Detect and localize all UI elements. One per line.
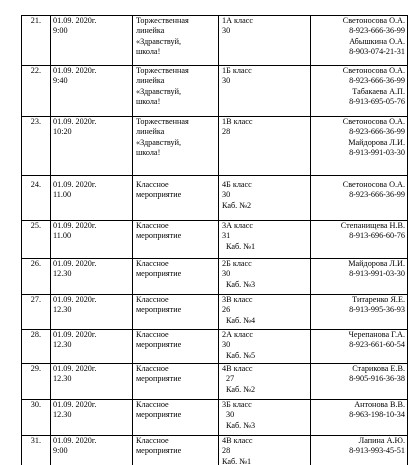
date-text: 01.09. 2020г. <box>53 400 97 409</box>
class-cell <box>219 295 311 329</box>
row-number: 26. <box>22 259 51 294</box>
class-name: 4В класс <box>222 436 253 445</box>
class-name: 4В класс <box>222 364 253 373</box>
room-number: Каб. №3 <box>226 420 256 430</box>
class-count: 27 <box>226 374 235 384</box>
class-cell <box>219 16 311 65</box>
event-line: мероприятие <box>136 190 182 200</box>
event-line: Классное <box>136 400 169 409</box>
row-number: 21. <box>22 16 51 65</box>
class-count: 26 <box>222 305 231 315</box>
responsible-phone: 8-913-696-60-76 <box>349 231 405 241</box>
time-text: 9:40 <box>53 76 68 86</box>
class-count: 28 <box>222 446 231 456</box>
responsible-cell <box>311 259 407 294</box>
event-cell <box>133 16 219 65</box>
event-cell <box>133 400 219 435</box>
event-line: линейка <box>136 76 165 86</box>
date-cell <box>51 259 133 294</box>
event-line: Торжественная <box>136 66 189 75</box>
event-line: Классное <box>136 364 169 373</box>
class-count: 28 <box>222 127 231 137</box>
class-name: 1Б класс <box>222 66 252 75</box>
event-cell <box>133 436 219 465</box>
responsible-name: Светоносова О.А. <box>342 16 405 25</box>
row-number: 31. <box>22 436 51 465</box>
room-number: Каб. №3 <box>226 279 256 289</box>
responsible-name: Степанищева Н.В. <box>340 221 405 230</box>
event-line: мероприятие <box>136 269 182 279</box>
class-cell <box>219 117 311 175</box>
time-text: 12.30 <box>53 340 72 350</box>
event-line: мероприятие <box>136 340 182 350</box>
row-number: 23. <box>22 117 51 175</box>
event-line: Классное <box>136 436 169 445</box>
table-row <box>22 16 407 66</box>
event-cell <box>133 66 219 116</box>
event-line: Классное <box>136 330 169 339</box>
responsible-cell <box>311 221 407 258</box>
event-line: Классное <box>136 259 169 268</box>
date-cell <box>51 176 133 220</box>
event-line: линейка <box>136 127 165 137</box>
responsible-name: Абышкина О.А. <box>349 36 405 46</box>
time-text: 12.30 <box>53 410 72 420</box>
date-text: 01.09. 2020г. <box>53 436 97 445</box>
date-cell <box>51 295 133 329</box>
event-cell <box>133 364 219 399</box>
event-line: мероприятие <box>136 231 182 241</box>
date-cell <box>51 66 133 116</box>
event-line: мероприятие <box>136 410 182 420</box>
responsible-name: Титаренко Я.Е. <box>352 295 405 304</box>
responsible-cell <box>311 330 407 363</box>
responsible-cell <box>311 400 407 435</box>
responsible-cell <box>311 117 407 175</box>
date-text: 01.09. 2020г. <box>53 117 97 126</box>
event-line: Классное <box>136 295 169 304</box>
event-line: мероприятие <box>136 446 182 456</box>
class-name: 3Б класс <box>222 400 252 409</box>
responsible-phone: 8-913-993-45-51 <box>349 446 405 456</box>
responsible-name: Майдорова Л.И. <box>348 137 405 147</box>
row-number: 28. <box>22 330 51 363</box>
event-line: Классное <box>136 221 169 230</box>
event-line: «Здравствуй, <box>136 36 182 46</box>
responsible-name: Лапина А.Ю. <box>358 436 405 445</box>
responsible-name: Черепанова Г.А. <box>348 330 405 339</box>
time-text: 11.00 <box>53 231 72 241</box>
class-name: 2Б класс <box>222 259 252 268</box>
table-row <box>22 330 407 364</box>
class-cell <box>219 176 311 220</box>
event-line: Классное <box>136 180 169 189</box>
responsible-phone: 8-923-661-60-54 <box>349 340 405 350</box>
room-number: Каб. №2 <box>222 200 252 210</box>
class-cell <box>219 259 311 294</box>
responsible-phone: 8-923-666-36-99 <box>349 127 405 137</box>
class-cell <box>219 436 311 465</box>
table-row <box>22 221 407 259</box>
event-cell <box>133 221 219 258</box>
class-cell <box>219 330 311 363</box>
date-cell <box>51 117 133 175</box>
date-cell <box>51 364 133 399</box>
responsible-phone: 8-923-666-36-99 <box>349 26 405 36</box>
event-cell <box>133 295 219 329</box>
class-name: 1А класс <box>222 16 254 25</box>
date-cell <box>51 221 133 258</box>
table-row <box>22 66 407 117</box>
class-cell <box>219 364 311 399</box>
class-count: 30 <box>222 269 231 279</box>
table-row <box>22 176 407 221</box>
table-row <box>22 436 407 465</box>
date-cell <box>51 436 133 465</box>
event-line: школа! <box>136 97 161 107</box>
class-cell <box>219 66 311 116</box>
responsible-name: Табакаева А.П. <box>352 86 405 96</box>
date-text: 01.09. 2020г. <box>53 180 97 189</box>
schedule-table <box>21 15 408 465</box>
row-number: 30. <box>22 400 51 435</box>
date-cell <box>51 330 133 363</box>
responsible-cell <box>311 16 407 65</box>
event-cell <box>133 176 219 220</box>
event-line: Торжественная <box>136 16 189 25</box>
room-number: Каб. №4 <box>226 315 256 325</box>
responsible-name: Светоносова О.А. <box>342 180 405 189</box>
class-count: 30 <box>222 26 231 36</box>
responsible-name: Светоносова О.А. <box>342 117 405 126</box>
responsible-phone: 8-913-995-36-93 <box>349 305 405 315</box>
responsible-name: Старикова Е.В. <box>352 364 405 373</box>
date-text: 01.09. 2020г. <box>53 66 97 75</box>
class-count: 30 <box>222 76 231 86</box>
event-cell <box>133 330 219 363</box>
responsible-cell <box>311 364 407 399</box>
responsible-name: Светоносова О.А. <box>342 66 405 75</box>
responsible-phone: 8-913-695-05-76 <box>349 97 405 107</box>
class-count: 30 <box>226 410 235 420</box>
time-text: 12.30 <box>53 269 72 279</box>
room-number: Каб. №2 <box>226 384 256 394</box>
table-row <box>22 259 407 295</box>
time-text: 11.00 <box>53 190 72 200</box>
row-number: 24. <box>22 176 51 220</box>
event-line: «Здравствуй, <box>136 137 182 147</box>
time-text: 10:20 <box>53 127 72 137</box>
date-cell <box>51 400 133 435</box>
event-line: «Здравствуй, <box>136 86 182 96</box>
table-row <box>22 295 407 330</box>
class-count: 30 <box>222 190 231 200</box>
event-line: мероприятие <box>136 374 182 384</box>
responsible-phone: 8-905-916-36-38 <box>349 374 405 384</box>
responsible-phone: 8-903-074-21-31 <box>349 47 405 57</box>
date-cell <box>51 16 133 65</box>
table-row <box>22 117 407 176</box>
time-text: 12.30 <box>53 374 72 384</box>
class-name: 3В класс <box>222 295 253 304</box>
date-text: 01.09. 2020г. <box>53 330 97 339</box>
responsible-cell <box>311 436 407 465</box>
row-number: 25. <box>22 221 51 258</box>
time-text: 9:00 <box>53 26 68 36</box>
event-line: мероприятие <box>136 305 182 315</box>
room-number: Каб. №1 <box>222 456 252 465</box>
responsible-phone: 8-923-666-36-99 <box>349 76 405 86</box>
class-cell <box>219 400 311 435</box>
class-name: 3А класс <box>222 221 254 230</box>
date-text: 01.09. 2020г. <box>53 259 97 268</box>
responsible-cell <box>311 295 407 329</box>
row-number: 27. <box>22 295 51 329</box>
event-line: Торжественная <box>136 117 189 126</box>
class-count: 31 <box>222 231 231 241</box>
room-number: Каб. №1 <box>226 241 256 251</box>
responsible-cell <box>311 176 407 220</box>
table-row <box>22 400 407 436</box>
date-text: 01.09. 2020г. <box>53 221 97 230</box>
row-number: 22. <box>22 66 51 116</box>
date-text: 01.09. 2020г. <box>53 16 97 25</box>
event-cell <box>133 117 219 175</box>
class-name: 2А класс <box>222 330 254 339</box>
room-number: Каб. №5 <box>226 350 256 360</box>
class-count: 30 <box>222 340 231 350</box>
responsible-cell <box>311 66 407 116</box>
responsible-phone: 8-923-666-36-99 <box>349 190 405 200</box>
responsible-name: Антонова В.В. <box>354 400 405 409</box>
responsible-phone: 8-913-991-03-30 <box>349 148 405 158</box>
responsible-phone: 8-913-991-03-30 <box>349 269 405 279</box>
responsible-phone: 8-963-198-10-34 <box>349 410 405 420</box>
class-name: 4Б класс <box>222 180 252 189</box>
event-line: школа! <box>136 148 161 158</box>
table-row <box>22 364 407 400</box>
class-name: 1В класс <box>222 117 253 126</box>
date-text: 01.09. 2020г. <box>53 364 97 373</box>
event-line: школа! <box>136 47 161 57</box>
time-text: 9:00 <box>53 446 68 456</box>
class-cell <box>219 221 311 258</box>
time-text: 12.30 <box>53 305 72 315</box>
row-number: 29. <box>22 364 51 399</box>
event-line: линейка <box>136 26 165 36</box>
responsible-name: Майдорова Л.И. <box>348 259 405 268</box>
date-text: 01.09. 2020г. <box>53 295 97 304</box>
event-cell <box>133 259 219 294</box>
